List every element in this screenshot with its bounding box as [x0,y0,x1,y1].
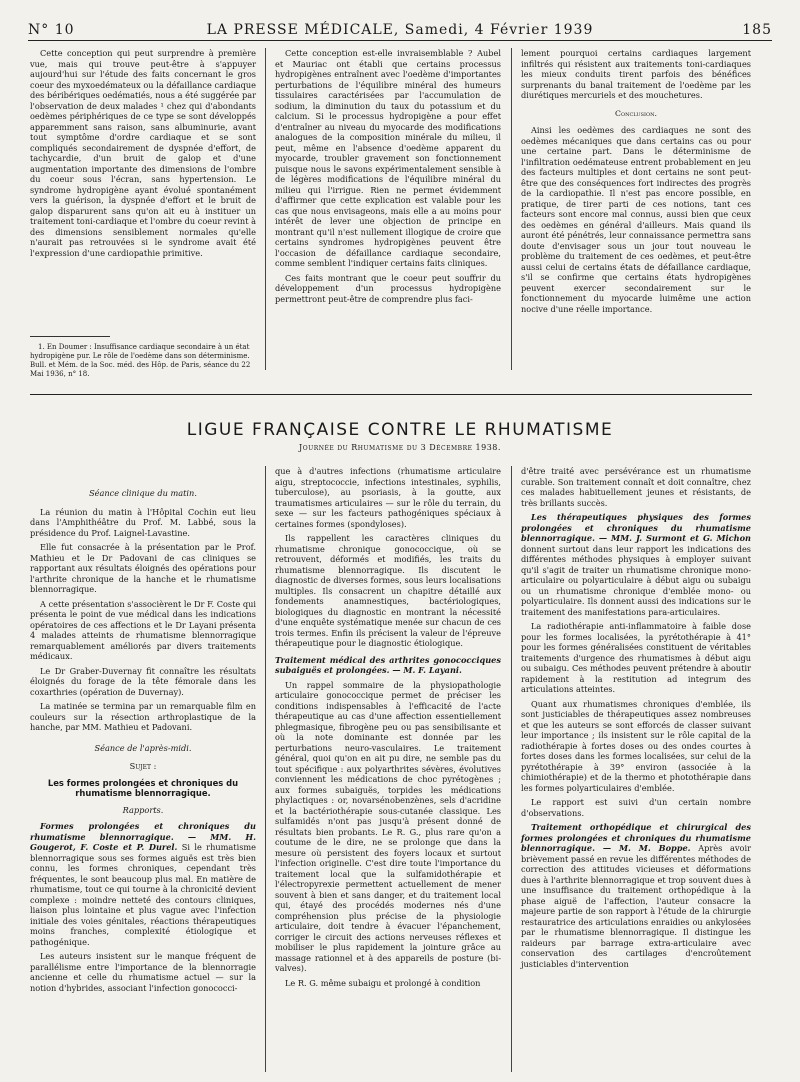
paragraph: Ces faits montrant que le coeur peut souffrir du développement d'un processus hydropigène permettront peut-être de comprendre plus faci- [275,272,501,304]
journal-title: LA PRESSE MÉDICALE, Samedi, 4 Février 1939 [206,22,594,38]
page-number: 185 [742,22,772,38]
paragraph [521,822,751,969]
subject-title: Les formes prolongées et chroniques du rhumatisme blennorragique. [47,777,239,798]
footnote-rule [30,336,110,337]
paragraph: Le Dr Graber-Duvernay fit connaître les résultats éloignés du forage de la tête fémorale dans les coxarthries (opération de Duvernay). [30,665,256,697]
section-title: LIGUE FRANÇAISE CONTRE LE RHUMATISME [186,420,614,440]
paragraph: d'être traité avec persévérance est un rhumatisme curable. Son traitement connaît et doit connaître, chez ces malades habituellement jeunes et résistants, de très brillants succès. [521,466,751,508]
paragraph: Cette conception qui peut surprendre à première vue, mais qui trouve peut-être à s'appuyer aujourd'hui sur l'étude des faits concernant le gros coeur des myxoedémateux ou la défaillance cardiaque des béribériques oedématiés, nous a été suggérée par l'observation de deux malades ¹ chez qui d'abondants oedèmes périphériques de ce type se sont développés apparemment sans raison, sans albuminurie, avant tout symptôme d'ordre cardiaque et se sont compliqués secondairement de dyspnée d'effort, de tachycardie, d'un bruit de galop et d'une augmentation importante des dimensions de l'ombre du coeur sous l'écran, sans hypertension. Le syndrome hydropigène ayant évolué spontanément vers la guérison, la dyspnée d'effort et le bruit de galop disparurent sans qu'on ait eu à instituer un traitement toni-cardiaque et l'ombre du coeur revint à des dimensions sensiblement normales qu'elle n'aurait pas retrouvées si le syndrome avait été l'expression d'une cardiopathie primitive. [30,48,256,258]
column-divider [265,466,266,1072]
paragraph: Le rapport est suivi d'un certain nombre d'observations. [521,797,751,818]
session-heading: Séance clinique du matin. [89,488,197,498]
paragraph: La réunion du matin à l'Hôpital Cochin eut lieu dans l'Amphithéâtre du Prof. M. Labbé, sous la présidence du Prof. Laignel-Lavastine. [30,506,256,538]
report-heading: Traitement médical des arthrites gonococciques subaiguës et prolongées. — M. F. Layani. [275,654,501,675]
report-text: donnent surtout dans leur rapport les indications des différentes méthodes physiques à employer suivant qu'il s'agit de traiter un rhumatisme chronique mono-articulaire ou polyarticulaire à début aigu ou subaigu ou un rhumatisme chronique d'emblée mono- ou polyarticulaire. Ils donnent aussi des indications sur le traitement des manifestations para-articulaires. [521,543,751,617]
top-column-3 [521,48,751,318]
ligue-column-2 [275,466,501,992]
paragraph: La matinée se termina par un remarquable film en couleurs sur la résection arthroplastique de la hanche, par MM. Mathieu et Padovani. [30,701,256,732]
session-heading: Séance de l'après-midi. [94,742,192,753]
top-column-2 [275,48,501,308]
issue-number: N° 10 [28,22,75,38]
paragraph: A cette présentation s'associèrent le Dr F. Coste qui présenta le point de vue médical dans les indications opératoires de ces affections et le Dr Layani présenta 4 malades atteints de rhumatisme blennorragique remarquablement améliorés par divers traitements médicaux. [30,598,256,661]
paragraph: La radiothérapie anti-inflammatoire à faible dose pour les formes localisées, la pyrétothérapie à 41° pour les formes généralisées constituent de véritables traitements d'urgence des rhumatismes à début aigu ou subaigu. Ces méthodes peuvent prétendre à aboutir rapidement à la restitution ad integrum des articulations atteintes. [521,621,751,694]
paragraph [521,512,751,617]
paragraph: Ils rappellent les caractères cliniques du rhumatisme chronique gonococcique, où se retrouvent, déformés et modifiés, les traits du rhumatisme blennorragique. Ils discutent le diagnostic de diverses formes, sous leurs localisations multiples. Ils consacrent un chapitre détaillé aux fondements anamnestiques, bactériologiques, biologiques du diagnostic en montrant la nécessité d'une enquête systématique menée sur chacun de ces trois termes. Enfin ils précisent la valeur de l'épreuve thérapeutique pour le diagnostic étiologique. [275,533,501,648]
report-heading: Formes prolongées et chroniques du rhumatisme blennorragique. — MM. H. Gougerot, F. Coste et P. Durel. [30,821,256,852]
paragraph: Cette conception est-elle invraisemblable ? Aubel et Mauriac ont établi que certains processus hydropigènes entraînent avec l'oedème d'importantes perturbations de l'équilibre minéral des humeurs tissulaires caractérisées par l'accumulation de sodium, la diminution du taux du potassium et du calcium. Si le processus hydropigène a pour effet d'entraîner au niveau du myocarde des modifications analogues de la composition minérale du milieu, il peut, même en l'absence d'oedème apparent du myocarde, troubler gravement son fonctionnement puisque nous le savons expérimentalement sensible à de légères modifications de l'équilibre minéral du milieu qui l'irrigue. Rien ne permet évidemment d'affirmer que cette explication est valable pour les cas que nous envisageons, mais elle a au moins pour intérêt de lever une objection de principe en montrant qu'il n'est nullement illogique de croire que certains syndromes hydropigènes peuvent être l'occasion de défaillance cardiaque secondaire, comme semblent l'indiquer certains faits cliniques. [275,48,501,268]
reports-label: Rapports. [122,804,164,815]
ligue-column-3 [521,466,751,973]
column-divider [511,48,512,370]
top-column-1 [30,48,256,262]
column-divider [511,466,512,1072]
conclusion-heading: Conclusion. [615,108,657,118]
section-separator [30,394,752,395]
column-divider [265,48,266,370]
report-heading: Les thérapeutiques physiques des formes prolongées et chroniques du rhumatisme blennorragique. — MM. J. Surmont et G. Michon [521,512,751,543]
report-text: Après avoir brièvement passé en revue les différentes méthodes de correction des attitudes vicieuses et déformations dues à l'arthrite blennorragique et trop souvent dues à une insuffisance du traitement orthopédique à la phase aiguë de l'affection, l'auteur consacre la majeure partie de son rapport à l'étude de la chirurgie restauratrice des articulations enraidies ou ankylosées par le rhumatisme blennorragique. Il distingue les raideurs par barrage extra-articulaire avec conservation des cartilages d'encroûtement justiciables d'intervention [521,843,751,969]
report-text: Si le rhumatisme blennorragique sous ses formes aiguës est très bien connu, les formes chroniques, cependant très fréquentes, le sont beaucoup plus mal. En matière de rhumatisme, tout ce qui tourne à la chronicité devient complexe : moindre netteté des contours cliniques, liaison plus lointaine et plus vague avec l'infection initiale des voies génitales, réactions thérapeutiques moins franches, complexité étiologique et pathogénique. [30,842,257,947]
footnote-text: 1. En Doumer : Insuffisance cardiaque secondaire à un état hydropigène pur. Le rôle de l'oedème dans son déterminisme. Bull. et Mém. de la Soc. méd. des Hôp. de Paris, séance du 22 Mai 1936, n° 18. [30,343,251,378]
paragraph: que à d'autres infections (rhumatisme articulaire aigu, streptococcie, infections intestinales, syphilis, tuberculose), au psoriasis, à la goutte, aux traumatismes articulaires — sur le rôle du terrain, du sexe — sur les facteurs pathogéniques spéciaux à certaines formes (spondyloses). [275,466,501,529]
paragraph: Quant aux rhumatismes chroniques d'emblée, ils sont justiciables de thérapeutiques assez nombreuses et que les auteurs se sont efforcés de classer suivant leur importance ; ils insistent sur le rôle capital de la radiothérapie à fortes doses ou des ondes courtes à fortes doses dans les formes localisées, sur celui de la pyrétothérapie à 39° environ (associée à la chimiothérapie) et de la thermo et photothérapie dans les formes polyarticulaires d'emblée. [521,698,751,793]
paragraph: Un rappel sommaire de la physiopathologie articulaire gonococcique permet de préciser les conditions indispensables à l'efficacité de l'acte thérapeutique au cas d'une affection essentiellement phlegmasique, fibrogène peu ou pas sensibilisante et où la note dominante est donnée par les perturbations neuro-vasculaires. Le traitement général, quoi qu'on en ait pu dire, ne semble pas du tout spécifique : aux polyarthrites sévères, évolutives conviennent les médications de choc pyrétogènes ; aux formes subaiguës, torpides les médications phylactiques : or, novarsénobenzènes, sels d'acridine et la bactériothérapie sous-cutanée classique. Les sulfamidés n'ont pas jusqu'à présent donné de résultats bien probants. Le R. G., plus rare qu'on a coutume de le dire, ne se prolonge que dans la mesure où persistent des foyers locaux et surtout l'infection originelle. C'est dire toute l'importance du traitement local que la sulfamidothérapie et l'électropyrexie permettent actuellement de mener souvent à bien et sans danger, et du traitement local qui, étayé des procédés modernes nés d'une compréhension plus précise de la physiologie articulaire, doit tendre à évacuer l'épanchement, corriger le circuit des actions nerveuses réflexes et mobiliser le plus rapidement la jointure grâce au massage rationnel et à des appareils de posture (bi-valves). [275,679,501,973]
section-subtitle: Journée du Rhumatisme du 3 Décembre 1938. [299,443,501,452]
paragraph: Le R. G. même subaigu et prolongé à condition [285,977,481,988]
paragraph: lement pourquoi certains cardiaques largement infiltrés qui résistent aux traitements toni-cardiaques les mieux conduits tirent parfois des bénéfices surprenants du banal traitement de l'oedème par les diurétiques mercuriels et des mouchetures. [521,48,751,100]
ligue-column-1 [30,488,256,997]
running-header [28,18,772,41]
paragraph: Les auteurs insistent sur le manque fréquent de parallélisme entre l'importance de la blennorragie ancienne et celle du rhumatisme actuel — sur la notion d'hybrides, associant l'infection gonococci- [30,951,256,993]
paragraph [30,821,256,947]
report-heading: Traitement orthopédique et chirurgical des formes prolongées et chroniques du rhumatisme blennorragique. — M. M. Boppe. [521,822,751,853]
paragraph: Ainsi les oedèmes des cardiaques ne sont des oedèmes mécaniques que dans certains cas ou pour une certaine part. Dans le déterminisme de l'infiltration oedémateuse entrent probablement en jeu des facteurs multiples et dont certains ne sont peut-être que des conséquences fort indirectes des progrès de la cardiopathie. Il n'est pas encore possible, en pratique, de tirer parti de ces notions, tant ces facteurs sont encore mal connus, aussi bien que ceux des oedèmes en général d'ailleurs. Mais quand ils auront été pénétrés, leur connaissance permettra sans doute d'envisager sous un jour tout nouveau le problème du traitement de ces oedèmes, et peut-être aussi celui de certains états de défaillance cardiaque, s'il se confirme que certains états hydropigènes peuvent exercer secondairement sur le fonctionnement du myocarde luimême une action nocive d'une réelle importance. [521,125,751,314]
subject-label: Sujet : [129,761,157,771]
footnote [30,343,256,379]
paragraph: Elle fut consacrée à la présentation par le Prof. Mathieu et le Dr Padovani de cas cliniques se rapportant aux résultats éloignés des opérations pour l'arthrite chronique de la hanche et le rhumatisme blennorragique. [30,542,256,594]
